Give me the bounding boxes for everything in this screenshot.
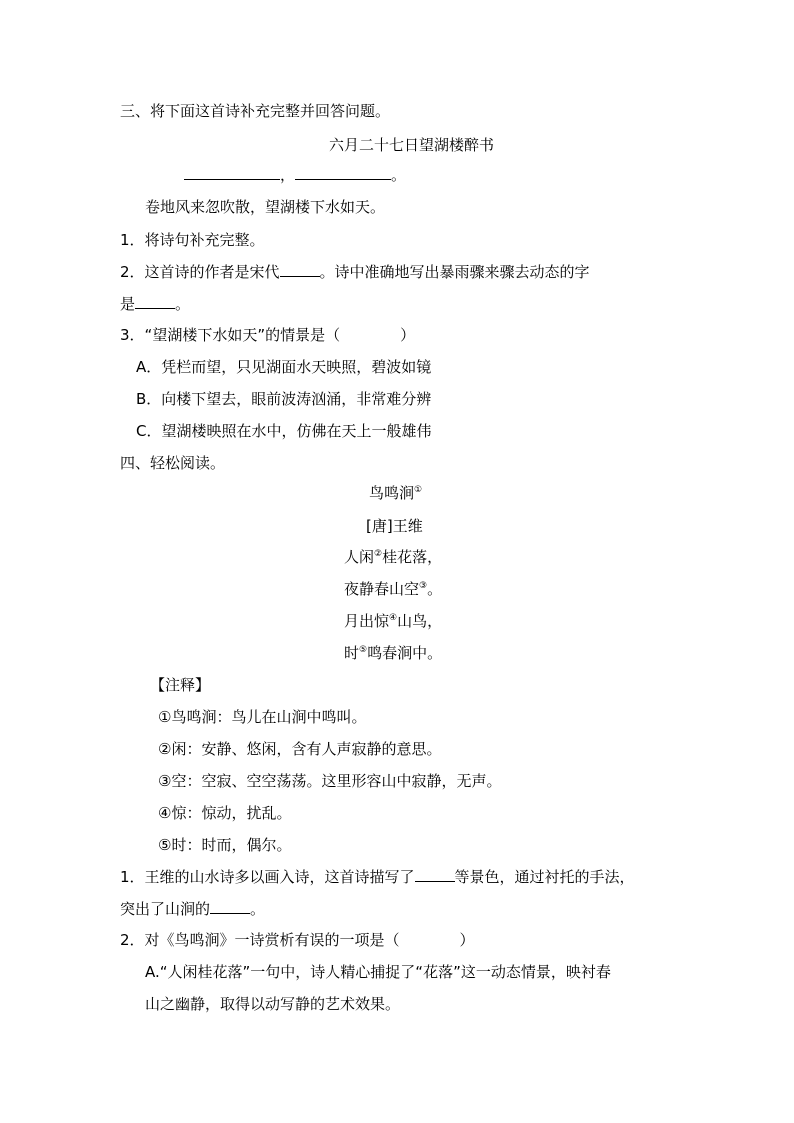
- section4-question-1: 1．王维的山水诗多以画入诗，这首诗描写了 等景色，通过衬托的手法，: [120, 868, 635, 886]
- note-item: ④惊：惊动，扰乱。: [158, 804, 292, 822]
- option-a-line-1[interactable]: A.“人闲桂花落”一句中，诗人精心捕捉了“花落”这一动态情景，映衬春: [145, 963, 611, 981]
- poem-line-4: 时⑤鸣春涧中。: [344, 644, 443, 662]
- answer-blank[interactable]: [280, 262, 320, 277]
- poem-line-1: 人闲②桂花落，: [344, 548, 443, 566]
- answer-blank[interactable]: [210, 899, 250, 914]
- note-item: ⑤时：时而，偶尔。: [158, 836, 292, 854]
- section3-question-1: 1．将诗句补充完整。: [120, 231, 265, 249]
- option-a[interactable]: A．凭栏而望，只见湖面水天映照，碧波如镜: [136, 358, 432, 376]
- section4-question-1-cont: 突出了山涧的 。: [120, 900, 266, 918]
- section4-heading: 四、轻松阅读。: [120, 454, 226, 472]
- section3-poem-line2: 卷地风来忽吹散，望湖楼下水如天。: [145, 198, 386, 216]
- poem-line-2: 夜静春山空③。: [344, 580, 443, 598]
- option-b[interactable]: B．向楼下望去，眼前波涛汹涌，非常难分辨: [136, 390, 432, 408]
- option-c[interactable]: C．望湖楼映照在水中，仿佛在天上一般雄伟: [136, 422, 432, 440]
- note-item: ①鸟鸣涧：鸟儿在山涧中鸣叫。: [158, 708, 367, 726]
- section4-question-2: 2．对《鸟鸣涧》一诗赏析有误的一项是（ ）: [120, 931, 475, 949]
- answer-blank[interactable]: [415, 867, 455, 882]
- section3-poem-title: 六月二十七日望湖楼醉书: [329, 136, 495, 154]
- poem-author: [唐]王维: [366, 517, 423, 535]
- poem-line-3: 月出惊④山鸟，: [344, 612, 443, 630]
- section3-question-2: 2．这首诗的作者是宋代 。诗中准确地写出暴雨骤来骤去动态的字: [120, 263, 590, 281]
- notes-header: 【注释】: [150, 676, 211, 694]
- option-a-line-2[interactable]: 山之幽静，取得以动写静的艺术效果。: [145, 995, 401, 1013]
- answer-blank[interactable]: [295, 165, 391, 180]
- note-item: ③空：空寂、空空荡荡。这里形容山中寂静，无声。: [158, 772, 502, 790]
- answer-blank[interactable]: [184, 165, 280, 180]
- section3-question-2-cont: 是 。: [120, 295, 191, 313]
- note-item: ②闲：安静、悠闲，含有人声寂静的意思。: [158, 740, 442, 758]
- section3-poem-line1: ， 。: [184, 165, 406, 185]
- section3-heading: 三、将下面这首诗补充完整并回答问题。: [120, 102, 391, 120]
- section3-question-3: 3．“望湖楼下水如天”的情景是（ ）: [120, 326, 416, 344]
- section4-poem-title: 鸟鸣涧①: [369, 484, 423, 502]
- answer-blank[interactable]: [135, 294, 175, 309]
